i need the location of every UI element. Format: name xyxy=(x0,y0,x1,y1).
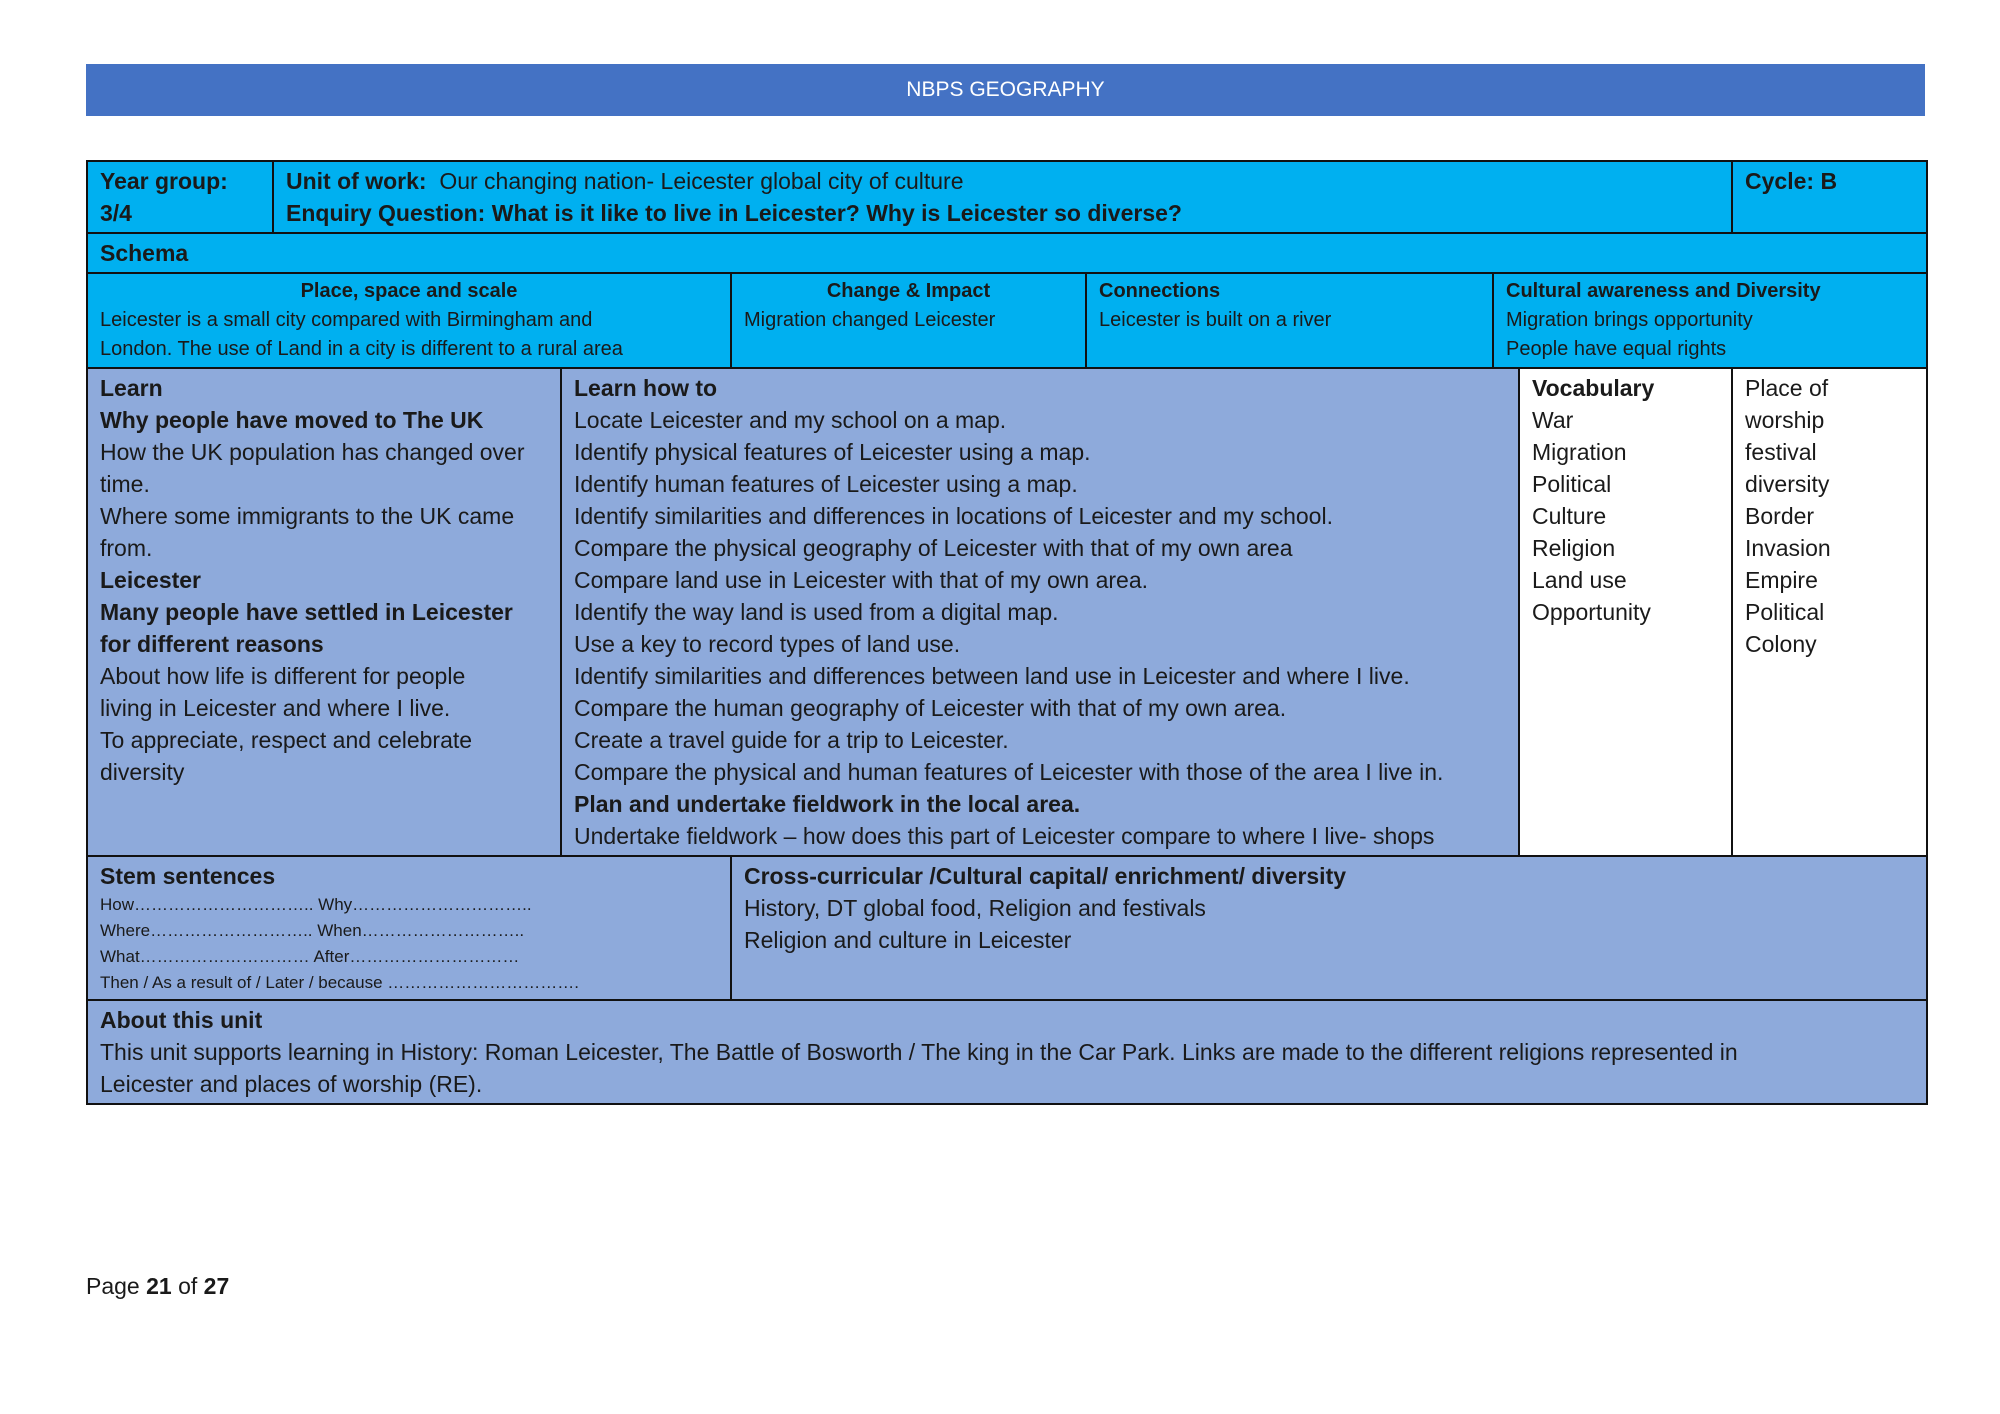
cycle-cell: Cycle: B xyxy=(1732,161,1927,233)
vocab-word: Opportunity xyxy=(1532,599,1651,625)
learn-how-item: Plan and undertake fieldwork in the local area. xyxy=(574,791,1081,817)
learn-how-cell: Learn how to Locate Leicester and my school on a map. Identify physical features of Leicester using a map. Identify human features of Leicester using a map. Identify similarities and differences in locations of Leicester and my school. Compare the physical geography of Leicester with that of my own area Compare land use in Leicester with that of my own area. Identify the way land is used from a digital map. Use a key to record types of land use. Identify similarities and differences between land use in Leicester and where I live. Compare the human geography of Leicester with that of my own area. Create a travel guide for a trip to Leicester. Compare the physical and human features of Leicester with those of the area I live in. Plan and undertake fieldwork in the local area. Undertake fieldwork – how does this part of Leicester compare to where I live- shops xyxy=(561,368,1519,856)
learn-item: time. xyxy=(100,471,150,497)
year-group-cell: Year group: 3/4 xyxy=(87,161,273,233)
learn-how-item: Identify similarities and differences in locations of Leicester and my school. xyxy=(574,503,1333,529)
page-number: Page 21 of 27 xyxy=(86,1273,230,1299)
banner-title: NBPS GEOGRAPHY xyxy=(906,78,1105,101)
learn-how-item: Compare land use in Leicester with that of my own area. xyxy=(574,567,1149,593)
vocab-word: Land use xyxy=(1532,567,1627,593)
vocab-word: Invasion xyxy=(1745,535,1831,561)
schema-cultural: Cultural awareness and Diversity Migration brings opportunity People have equal rights xyxy=(1493,273,1927,368)
cross-curricular-cell: Cross-curricular /Cultural capital/ enrichment/ diversity History, DT global food, Religion and festivals Religion and culture in Leicester xyxy=(731,856,1927,1000)
stem-line: Then / As a result of / Later / because ……………………………. xyxy=(100,973,579,992)
vocabulary-cell-1: Vocabulary War Migration Political Culture Religion Land use Opportunity xyxy=(1519,368,1732,856)
stem-line: How………………………….. Why………………………….. xyxy=(100,895,532,914)
learn-item: Why people have moved to The UK xyxy=(100,407,484,433)
stem-sentences-cell: Stem sentences How………………………….. Why………………………….. Where……………………….. When……………………….. What………………………… After………………………… Then / As a result of / Later / because ……………………………. xyxy=(87,856,731,1000)
learn-how-item: Create a travel guide for a trip to Leicester. xyxy=(574,727,1009,753)
schema-place: Place, space and scale Leicester is a small city compared with Birmingham and London. The use of Land in a city is different to a rural area xyxy=(87,273,731,368)
document-banner xyxy=(86,64,1925,116)
learn-how-item: Undertake fieldwork – how does this part of Leicester compare to where I live- shops xyxy=(574,823,1435,849)
learn-how-item: Identify the way land is used from a digital map. xyxy=(574,599,1059,625)
learn-item: Leicester xyxy=(100,567,202,593)
schema-change: Change & Impact Migration changed Leicester xyxy=(731,273,1086,368)
learn-cell: Learn Why people have moved to The UK How the UK population has changed over time. Where some immigrants to the UK came from. Leicester Many people have settled in Leicester for different reasons About how life is different for people living in Leicester and where I live. To appreciate, respect and celebrate diversity xyxy=(87,368,561,856)
learn-item: living in Leicester and where I live. xyxy=(100,695,451,721)
unit-title: Our changing nation- Leicester global city of culture xyxy=(439,168,964,194)
learn-item: To appreciate, respect and celebrate xyxy=(100,727,473,753)
vocab-word: War xyxy=(1532,407,1574,433)
schema-connections: Connections Leicester is built on a river xyxy=(1086,273,1493,368)
learn-item: from. xyxy=(100,535,153,561)
learn-how-item: Identify similarities and differences between land use in Leicester and where I live. xyxy=(574,663,1410,689)
learn-item: diversity xyxy=(100,759,185,785)
vocab-word: worship xyxy=(1745,407,1825,433)
vocab-word: Border xyxy=(1745,503,1815,529)
vocab-word: Migration xyxy=(1532,439,1627,465)
stem-line: What………………………… After………………………… xyxy=(100,947,520,966)
vocab-word: Empire xyxy=(1745,567,1818,593)
vocab-word: festival xyxy=(1745,439,1817,465)
vocab-word: Colony xyxy=(1745,631,1817,657)
vocab-word: diversity xyxy=(1745,471,1830,497)
vocab-word: Political xyxy=(1745,599,1825,625)
learn-how-item: Compare the human geography of Leicester with that of my own area. xyxy=(574,695,1287,721)
learn-how-item: Use a key to record types of land use. xyxy=(574,631,961,657)
learn-how-item: Identify physical features of Leicester using a map. xyxy=(574,439,1091,465)
unit-of-work-cell: Unit of work: Our changing nation- Leicester global city of culture Enquiry Question: What is it like to live in Leicester? Why is Leicester so diverse? xyxy=(273,161,1732,233)
vocab-word: Culture xyxy=(1532,503,1607,529)
unit-plan-table xyxy=(86,160,1928,1105)
learn-how-item: Compare the physical and human features of Leicester with those of the area I live in. xyxy=(574,759,1444,785)
learn-how-item: Identify human features of Leicester using a map. xyxy=(574,471,1078,497)
stem-line: Where……………………….. When……………………….. xyxy=(100,921,525,940)
learn-item: Where some immigrants to the UK came xyxy=(100,503,515,529)
learn-item: for different reasons xyxy=(100,631,324,657)
learn-how-item: Locate Leicester and my school on a map. xyxy=(574,407,1007,433)
about-unit-cell: About this unit This unit supports learning in History: Roman Leicester, The Battle of Bosworth / The king in the Car Park. Links are made to the different religions represented in Leicester and places of worship (RE). xyxy=(87,1000,1927,1104)
learn-item: About how life is different for people xyxy=(100,663,466,689)
vocab-word: Religion xyxy=(1532,535,1616,561)
vocab-word: Place of xyxy=(1745,375,1829,401)
learn-how-item: Compare the physical geography of Leicester with that of my own area xyxy=(574,535,1293,561)
vocab-word: Political xyxy=(1532,471,1612,497)
learn-item: How the UK population has changed over xyxy=(100,439,525,465)
vocabulary-cell-2 xyxy=(1732,368,1927,856)
schema-title: Schema xyxy=(87,233,1927,273)
learn-item: Many people have settled in Leicester xyxy=(100,599,513,625)
enquiry-question: Enquiry Question: What is it like to live in Leicester? Why is Leicester so diverse? xyxy=(286,200,1182,226)
